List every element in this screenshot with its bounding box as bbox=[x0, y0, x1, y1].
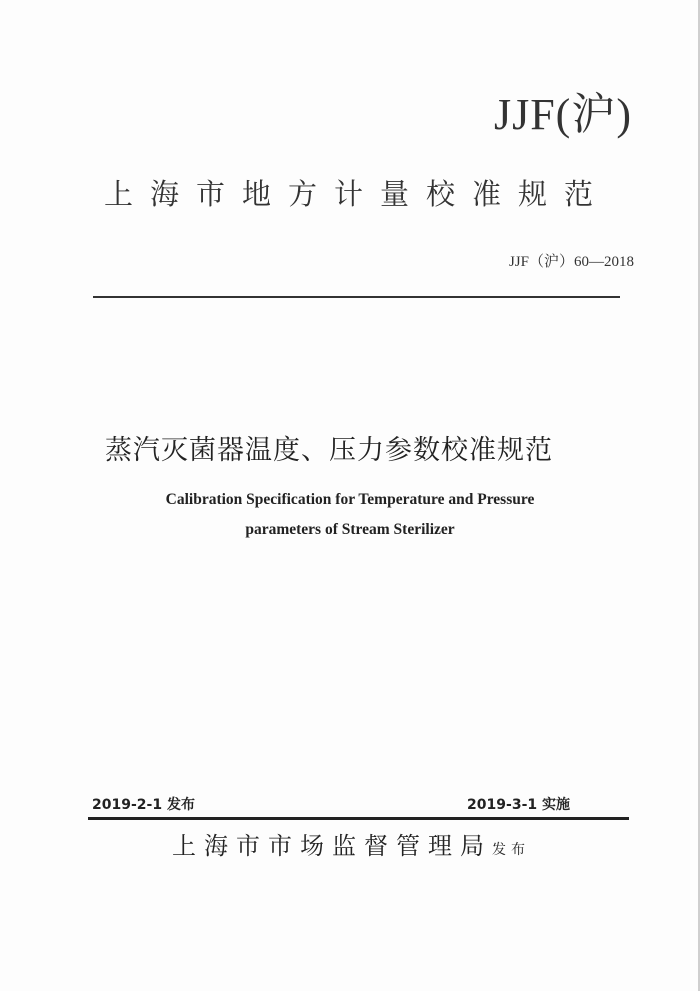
title-english-line2: parameters of Stream Sterilizer bbox=[245, 521, 455, 538]
series-title: 上海市地方计量校准规范 bbox=[104, 177, 611, 211]
standard-code-heading: JJF(沪) bbox=[493, 90, 632, 139]
issue-date: 2019-2-1 发布 bbox=[92, 797, 195, 813]
publisher-name: 上海市市场监督管理局 bbox=[172, 832, 492, 860]
publisher-line bbox=[172, 826, 530, 861]
publisher-suffix: 发布 bbox=[492, 842, 530, 858]
bottom-divider bbox=[88, 817, 629, 820]
title-chinese: 蒸汽灭菌器温度、压力参数校准规范 bbox=[105, 435, 553, 466]
title-english-line1: Calibration Specification for Temperature and Pressure bbox=[165, 491, 535, 508]
top-divider bbox=[93, 296, 620, 298]
standard-number: JJF（沪）60—2018 bbox=[508, 254, 634, 270]
implement-date: 2019-3-1 实施 bbox=[467, 797, 570, 813]
